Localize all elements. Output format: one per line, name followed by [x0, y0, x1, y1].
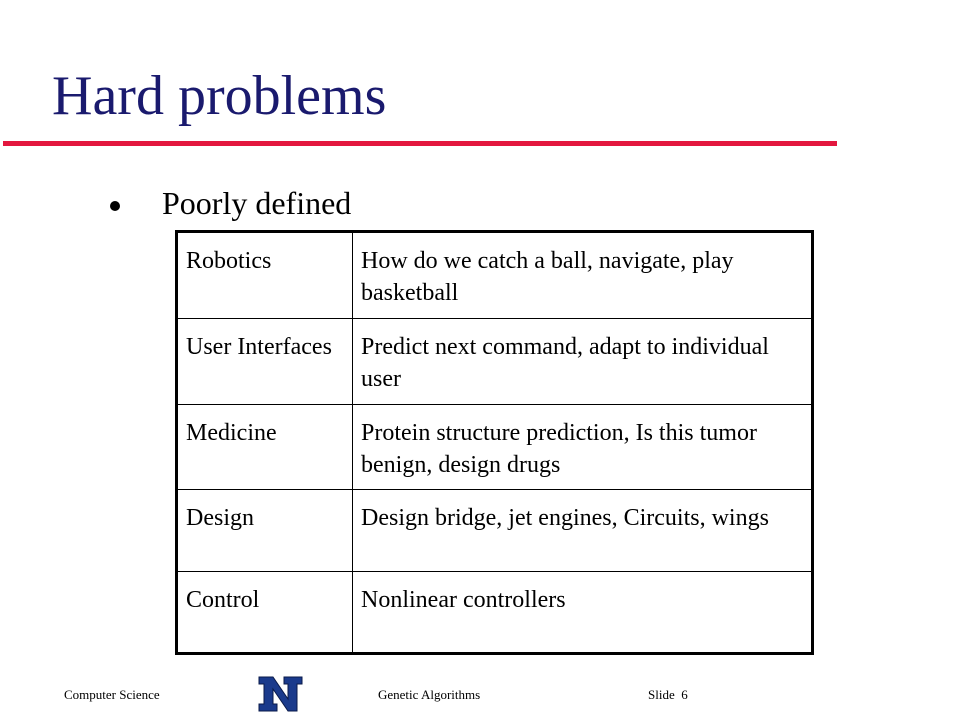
table-cell-description: Predict next command, adapt to individual user [353, 318, 813, 404]
table-cell-area: Design [177, 490, 353, 572]
table-cell-area: Medicine [177, 404, 353, 490]
table-cell-area: User Interfaces [177, 318, 353, 404]
slide-footer [0, 688, 956, 712]
table-cell-area: Control [177, 572, 353, 654]
footer-course: Genetic Algorithms [378, 687, 481, 702]
footer-department: Computer Science [64, 687, 160, 702]
table-row [177, 404, 813, 490]
table-cell-area: Robotics [177, 232, 353, 319]
bullet-icon [110, 201, 120, 211]
table-row [177, 490, 813, 572]
footer-slide-number [648, 688, 688, 701]
problems-table [175, 230, 814, 655]
table-cell-description: How do we catch a ball, navigate, play basketball [353, 232, 813, 319]
university-logo-icon [258, 674, 303, 714]
table-row [177, 318, 813, 404]
slide-label: Slide [648, 687, 675, 702]
slide-title: Hard problems [52, 65, 387, 127]
table-cell-description: Protein structure prediction, Is this tumor benign, design drugs [353, 404, 813, 490]
table-cell-description: Design bridge, jet engines, Circuits, wings [353, 490, 813, 572]
title-underline [3, 141, 837, 146]
slide-number: 6 [681, 687, 688, 702]
table-row [177, 232, 813, 319]
table-row [177, 572, 813, 654]
table-cell-description: Nonlinear controllers [353, 572, 813, 654]
bullet-text: Poorly defined [162, 185, 352, 221]
